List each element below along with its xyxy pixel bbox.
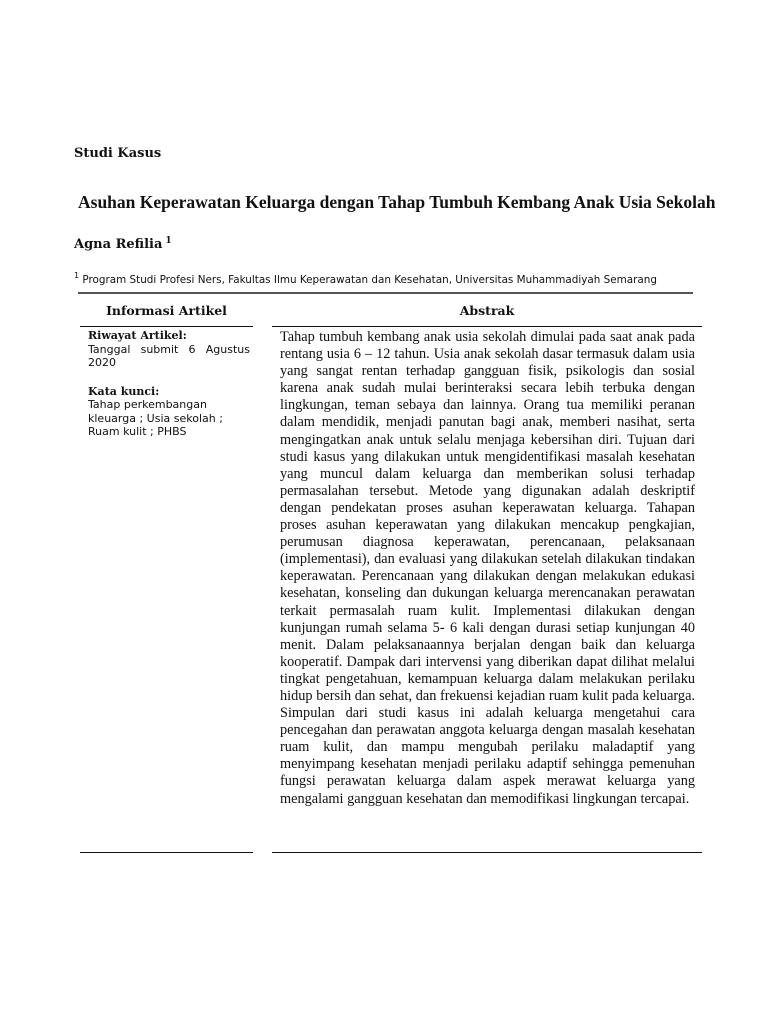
- article-info-top-rule: [80, 326, 253, 327]
- author-line: [74, 236, 172, 252]
- article-info-panel: [88, 329, 250, 439]
- article-info-bottom-rule: [80, 852, 253, 853]
- section-label: Studi Kasus: [74, 146, 162, 161]
- header-divider: [78, 292, 693, 294]
- article-info-heading: Informasi Artikel: [106, 303, 227, 318]
- abstract-top-rule: [272, 326, 702, 327]
- affiliation-line: [74, 271, 657, 286]
- author-superscript: 1: [165, 236, 172, 246]
- author-name: Agna Refilia: [74, 237, 163, 252]
- keywords-text: Tahap perkembangan kleuarga ; Usia sekolah ; Ruam kulit ; PHBS: [88, 398, 223, 438]
- submit-date: Tanggal submit 6 Agustus 2020: [88, 342, 250, 369]
- abstract-bottom-rule: [272, 852, 702, 853]
- abstract-text: Tahap tumbuh kembang anak usia sekolah dimulai pada saat anak pada rentang usia 6 – 12 tahun. Usia anak sekolah dasar termasuk dalam usia yang sangat rentan terhadap gangguan fisik, psikologis dan sosial karena anak sudah mulai berinteraksi secara lebih terbuka dengan lingkungan, teman sebaya dan lainnya. Orang tua memiliki peranan dalam mendidik, menjadi panutan bagi anak, memberi nasihat, serta mengingatkan anak untuk selalu menjaga kebersihan diri. Tujuan dari studi kasus yang dilakukan untuk mengidentifikasi masalah kesehatan yang muncul dalam keluarga dan memberikan solusi terhadap permasalahan tersebut. Metode yang digunakan adalah deskriptif dengan pendekatan proses asuhan keperawatan keluarga. Tahapan proses asuhan keperawatan yang dilakukan mencakup pengkajian, perumusan diagnosa keperawatan, perencanaan, pelaksanaan (implementasi), dan evaluasi yang dilakukan setelah dilakukan tindakan keperawatan. Perencanaan yang dilakukan dengan melakukan edukasi kesehatan, konseling dan dukungan keluarga merencanakan perawatan terkait permasalah ruam kulit. Implementasi dilakukan dengan kunjungan rumah selama 5- 6 kali dengan durasi setiap kunjungan 40 menit. Dalam pelaksanaannya berjalan dengan baik dan keluarga kooperatif. Dampak dari intervensi yang diberikan dapat dilihat melalui tingkat pengetahuan, kemampuan keluarga dalam melakukan perilaku hidup bersih dan sehat, dan frekuensi kejadian ruam kulit pada keluarga. Simpulan dari studi kasus ini adalah keluarga mengetahui cara pencegahan dan perawatan anggota keluarga dengan masalah kesehatan ruam kulit, dan mampu mengubah perilaku maladaptif yang menyimpang kesehatan menjadi perilaku adaptif sehingga pemenuhan fungsi perawatan keluarga dalam aspek merawat keluarga yang mengalami gangguan kesehatan dan memodifikasi lingkungan tercapai.: [280, 329, 695, 807]
- keywords-label: Kata kunci:: [88, 384, 160, 398]
- affiliation-text: Program Studi Profesi Ners, Fakultas Ilmu Keperawatan dan Kesehatan, Universitas Muhammadiyah Semarang: [82, 274, 657, 286]
- title-container: [78, 191, 716, 215]
- paper-title: Asuhan Keperawatan Keluarga dengan Tahap Tumbuh Kembang Anak Usia Sekolah: [78, 192, 716, 212]
- affiliation-superscript: 1: [74, 271, 80, 280]
- abstract-heading: Abstrak: [459, 303, 515, 318]
- history-label: Riwayat Artikel:: [88, 329, 187, 342]
